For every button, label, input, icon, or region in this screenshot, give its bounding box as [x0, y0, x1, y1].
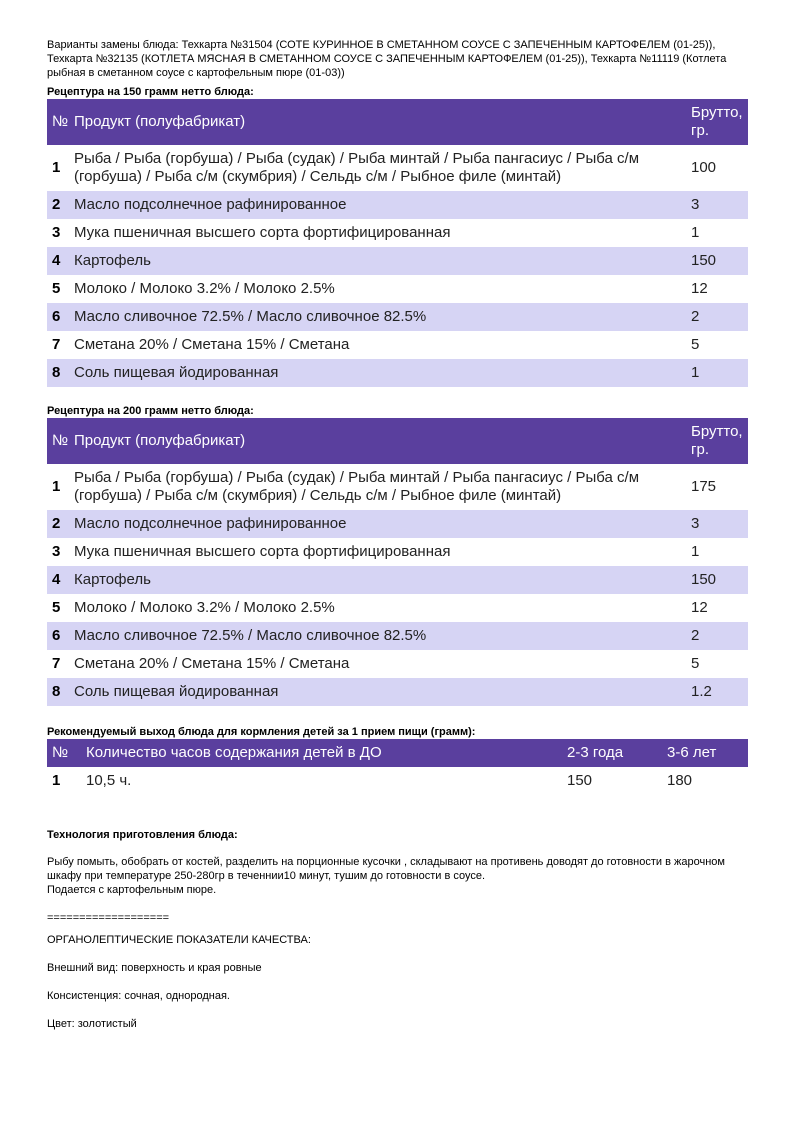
row-number: 2: [47, 510, 69, 538]
product-cell: Соль пищевая йодированная: [69, 678, 686, 706]
header-product: Продукт (полуфабрикат): [69, 418, 686, 464]
row-number: 1: [52, 772, 61, 789]
table-row: [47, 767, 748, 795]
table-row: [47, 650, 748, 678]
table-row: [47, 566, 748, 594]
age-2-3-cell: 150: [567, 772, 593, 789]
table-header-row: [47, 99, 748, 145]
table-row: [47, 359, 748, 387]
brutto-cell: 150: [686, 247, 748, 275]
brutto-cell: 5: [691, 336, 700, 353]
row-number: 7: [52, 655, 61, 672]
color-text: Цвет: золотистый: [47, 1018, 137, 1030]
row-number: 7: [52, 336, 61, 353]
product-cell: Соль пищевая йодированная: [69, 359, 686, 387]
product-cell: Картофель: [69, 247, 686, 275]
header-num: №: [47, 418, 69, 464]
header-num: №: [47, 99, 69, 145]
product-cell: Мука пшеничная высшего сорта фортифицированная: [74, 543, 451, 560]
table-row: [47, 247, 748, 275]
brutto-cell: 1: [686, 359, 748, 387]
output-title: Рекомендуемый выход блюда для кормления детей за 1 прием пищи (грамм):: [47, 726, 476, 738]
table-row: [47, 275, 748, 303]
table-row: [47, 678, 748, 706]
brutto-cell: 2: [686, 303, 748, 331]
organoleptic-title: ОРГАНОЛЕПТИЧЕСКИЕ ПОКАЗАТЕЛИ КАЧЕСТВА:: [47, 934, 311, 946]
product-cell: Мука пшеничная высшего сорта фортифицированная: [74, 224, 451, 241]
brutto-cell: 5: [691, 655, 700, 672]
recipe-150-title: Рецептура на 150 грамм нетто блюда:: [47, 86, 254, 98]
row-number: 3: [52, 543, 61, 560]
table-row: [47, 594, 748, 622]
brutto-cell: 3: [686, 510, 748, 538]
product-cell: Масло сливочное 72.5% / Масло сливочное 82.5%: [69, 622, 686, 650]
table-row: [47, 219, 748, 247]
row-number: 8: [47, 359, 69, 387]
brutto-cell: 3: [686, 191, 748, 219]
header-hours: Количество часов содержания детей в ДО: [81, 739, 562, 767]
table-row: [47, 303, 748, 331]
product-cell: Молоко / Молоко 3.2% / Молоко 2.5%: [74, 280, 335, 297]
brutto-cell: 12: [691, 280, 708, 297]
brutto-cell: 1.2: [686, 678, 748, 706]
product-cell: Масло сливочное 72.5% / Масло сливочное 82.5%: [69, 303, 686, 331]
product-cell: Сметана 20% / Сметана 15% / Сметана: [74, 655, 350, 672]
separator-line: ===================: [47, 912, 170, 924]
brutto-cell: 12: [691, 599, 708, 616]
brutto-cell: 175: [691, 478, 717, 495]
row-number: 5: [52, 280, 61, 297]
product-cell: Картофель: [69, 566, 686, 594]
serving-text: Подается с картофельным пюре.: [47, 884, 217, 896]
product-cell: Рыба / Рыба (горбуша) / Рыба (судак) / Рыба минтай / Рыба пангасиус / Рыба с/м (горбуша) / Рыба с/м (скумбрия) / Сельдь с/м / Рыбное филе (минтай): [74, 469, 640, 504]
brutto-cell: 1: [691, 543, 700, 560]
product-cell: Рыба / Рыба (горбуша) / Рыба (судак) / Рыба минтай / Рыба пангасиус / Рыба с/м (горбуша) / Рыба с/м (скумбрия) / Сельдь с/м / Рыбное филе (минтай): [74, 150, 640, 185]
header-age-2-3: 2-3 года: [562, 739, 662, 767]
row-number: 6: [47, 303, 69, 331]
product-cell: Сметана 20% / Сметана 15% / Сметана: [74, 336, 350, 353]
table-header-row: [47, 739, 748, 767]
brutto-cell: 1: [691, 224, 700, 241]
brutto-cell: 2: [686, 622, 748, 650]
table-header-row: [47, 418, 748, 464]
appearance-text: Внешний вид: поверхность и края ровные: [47, 962, 262, 974]
header-brutto: Брутто, гр.: [686, 418, 748, 464]
recipe-200-table: [47, 418, 748, 706]
replacement-variants-text: Варианты замены блюда: Техкарта №31504 (СОТЕ КУРИННОЕ В СМЕТАННОМ СОУСЕ С ЗАПЕЧЕННЫМ КАРТОФЕЛЕМ (01-25)), Техкарта №32135 (КОТЛЕТА МЯСНАЯ В СМЕТАННОМ СОУСЕ С ЗАПЕЧЕННЫМ КАРТОФЕЛЕМ (01-25)), Техкарта №11119 (Котлета рыбная в сметанном соусе с картофельным пюре (01-03)): [47, 39, 727, 79]
document-page: [47, 38, 748, 1031]
table-row: [47, 510, 748, 538]
product-cell: Молоко / Молоко 3.2% / Молоко 2.5%: [74, 599, 335, 616]
product-cell: Масло подсолнечное рафинированное: [69, 510, 686, 538]
table-row: [47, 331, 748, 359]
table-row: [47, 145, 748, 191]
hours-cell: 10,5 ч.: [86, 772, 132, 789]
row-number: 5: [52, 599, 61, 616]
table-row: [47, 191, 748, 219]
recipe-200-title: Рецептура на 200 грамм нетто блюда:: [47, 405, 254, 417]
brutto-cell: 100: [691, 159, 717, 176]
table-row: [47, 538, 748, 566]
header-num: №: [47, 739, 81, 767]
row-number: 1: [52, 159, 61, 176]
consistency-text: Консистенция: сочная, однородная.: [47, 990, 230, 1002]
header-brutto: Брутто, гр.: [686, 99, 748, 145]
table-row: [47, 464, 748, 510]
product-cell: Масло подсолнечное рафинированное: [69, 191, 686, 219]
row-number: 2: [47, 191, 69, 219]
row-number: 3: [52, 224, 61, 241]
row-number: 1: [52, 478, 61, 495]
header-product: Продукт (полуфабрикат): [69, 99, 686, 145]
output-table: [47, 739, 748, 795]
technology-title: Технология приготовления блюда:: [47, 829, 238, 841]
row-number: 4: [47, 247, 69, 275]
technology-text: Рыбу помыть, обобрать от костей, разделить на порционные кусочки , складывают на противень доводят до готовности в жарочном шкафу при температуре 250-280гр в теченнии10 минут, тушим до готовности в соусе.: [47, 856, 725, 882]
row-number: 6: [47, 622, 69, 650]
row-number: 8: [47, 678, 69, 706]
table-row: [47, 622, 748, 650]
recipe-150-table: [47, 99, 748, 387]
brutto-cell: 150: [686, 566, 748, 594]
row-number: 4: [47, 566, 69, 594]
age-3-6-cell: 180: [667, 772, 693, 789]
header-age-3-6: 3-6 лет: [662, 739, 748, 767]
